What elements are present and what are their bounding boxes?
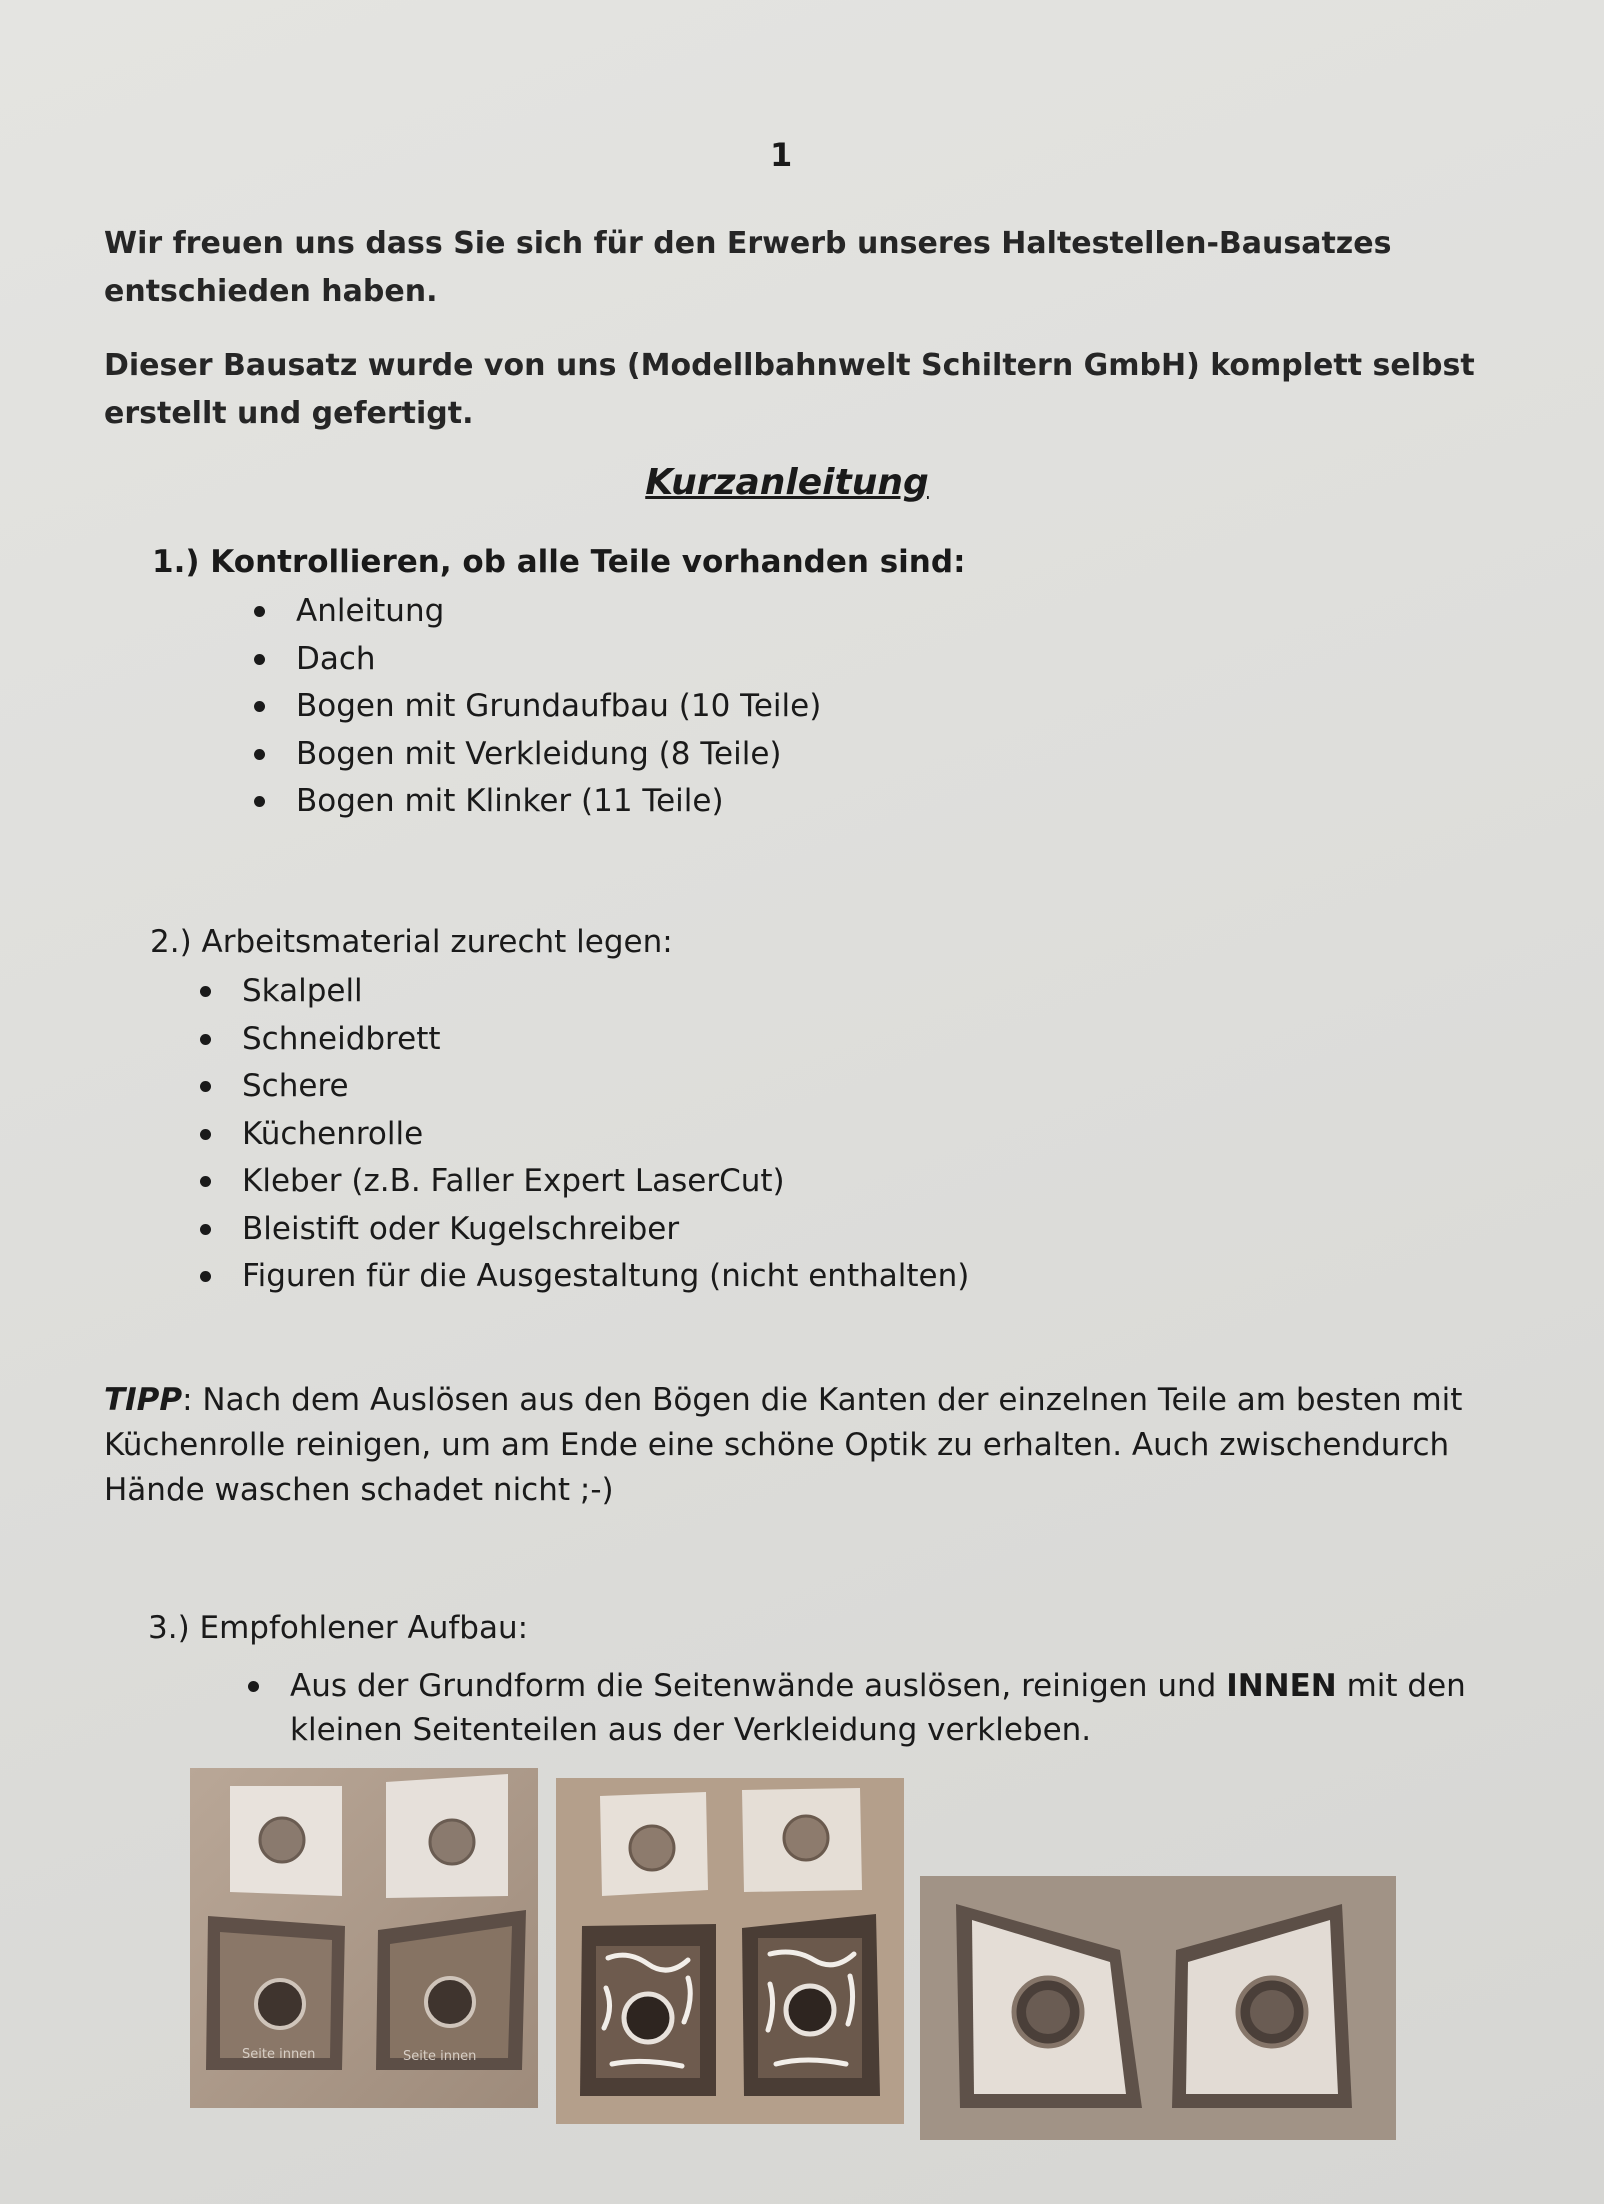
materials-list — [242, 968, 969, 1301]
step-text-end: mit den kleinen Seitenteilen aus der Verkleidung verkleben. — [290, 1668, 1466, 1748]
page-number: 1 — [770, 136, 793, 174]
document-title: Kurzanleitung — [645, 462, 929, 503]
section-1-heading: 1.) Kontrollieren, ob alle Teile vorhanden sind: — [152, 544, 966, 580]
list-item: Bogen mit Klinker (11 Teile) — [296, 778, 821, 826]
list-item: Bleistift oder Kugelschreiber — [242, 1206, 969, 1254]
list-item: Schneidbrett — [242, 1016, 969, 1064]
panel-label: Seite innen — [242, 2047, 316, 2062]
list-item: Schere — [242, 1063, 969, 1111]
intro-paragraph: Wir freuen uns dass Sie sich für den Erwerb unseres Haltestellen-Bausatzes entschieden haben. — [104, 226, 1392, 309]
photo-image — [556, 1778, 904, 2124]
list-item: Bogen mit Verkleidung (8 Teile) — [296, 731, 821, 779]
photo-image — [920, 1876, 1396, 2140]
tip-paragraph — [104, 1378, 1484, 1513]
photo-side-walls-assembled — [920, 1876, 1396, 2140]
photo-image — [190, 1768, 538, 2108]
step-emphasis: INNEN — [1226, 1668, 1337, 1704]
tip-label: TIPP — [104, 1382, 183, 1418]
list-item: Skalpell — [242, 968, 969, 1016]
list-item: Bogen mit Grundaufbau (10 Teile) — [296, 683, 821, 731]
photo-side-walls-labeled — [190, 1768, 538, 2108]
section-3-heading: 3.) Empfohlener Aufbau: — [148, 1610, 529, 1646]
section-2-heading: 2.) Arbeitsmaterial zurecht legen: — [150, 924, 673, 960]
panel-label: Seite innen — [403, 2049, 477, 2064]
parts-checklist — [296, 588, 821, 826]
list-item: Küchenrolle — [242, 1111, 969, 1159]
step-text-start: Aus der Grundform die Seitenwände auslösen, reinigen und — [290, 1668, 1227, 1704]
list-item: Anleitung — [296, 588, 821, 636]
assembly-step — [290, 1664, 1490, 1752]
tip-text: : Nach dem Auslösen aus den Bögen die Kanten der einzelnen Teile am besten mit Küchenrolle reinigen, um am Ende eine schöne Optik zu erhalten. Auch zwischendurch Hände waschen schadet nicht ;-) — [104, 1382, 1463, 1508]
list-item: Kleber (z.B. Faller Expert LaserCut) — [242, 1158, 969, 1206]
list-item: Figuren für die Ausgestaltung (nicht enthalten) — [242, 1253, 969, 1301]
list-item: Dach — [296, 636, 821, 684]
maker-paragraph: Dieser Bausatz wurde von uns (Modellbahnwelt Schiltern GmbH) komplett selbst erstellt und gefertigt. — [104, 348, 1475, 431]
photo-side-walls-glue — [556, 1778, 904, 2124]
